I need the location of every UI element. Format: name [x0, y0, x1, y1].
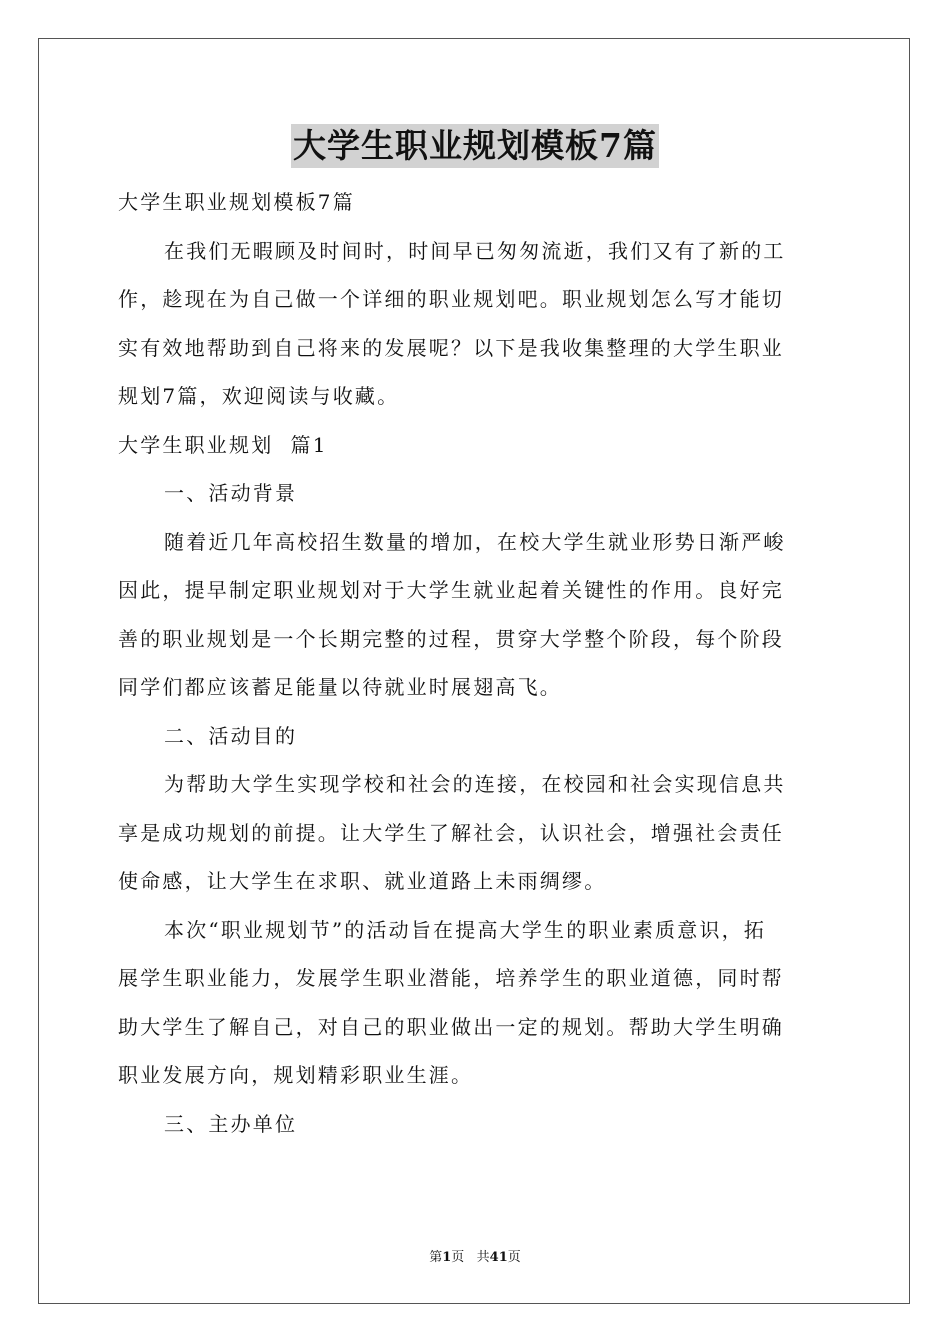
document-title: 大学生职业规划模板7篇 — [291, 124, 659, 168]
text-line: 使命感，让大学生在求职、就业道路上未雨绸缪。 — [118, 869, 607, 893]
text-line: 职业发展方向，规划精彩职业生涯。 — [118, 1063, 474, 1087]
text-line: 助大学生了解自己，对自己的职业做出一定的规划。帮助大学生明确 — [118, 1014, 784, 1039]
footer-prefix: 第 — [429, 1250, 443, 1265]
text-line: 大学生职业规划模板7篇 — [118, 190, 355, 214]
text-line: 同学们都应该蓄足能量以待就业时展翅高飞。 — [118, 675, 562, 699]
title-wrap — [0, 124, 950, 168]
text-line: 本次“职业规划节”的活动旨在提高大学生的职业素质意识，拓 — [164, 917, 767, 942]
footer-total-pages: 41 — [489, 1250, 508, 1265]
text-line: 享是成功规划的前提。让大学生了解社会，认识社会，增强社会责任 — [118, 820, 784, 845]
text-line: 实有效地帮助到自己将来的发展呢？以下是我收集整理的大学生职业 — [118, 335, 784, 360]
text-line: 一、活动背景 — [164, 481, 298, 505]
text-line: 作，趁现在为自己做一个详细的职业规划吧。职业规划怎么写才能切 — [118, 287, 784, 311]
page-footer — [0, 1246, 950, 1265]
footer-suffix: 页 — [507, 1250, 521, 1265]
footer-middle: 页 共 — [451, 1250, 490, 1265]
text-line: 在我们无暇顾及时间时，时间早已匆匆流逝，我们又有了新的工 — [164, 238, 786, 263]
text-line: 大学生职业规划 篇1 — [118, 432, 328, 457]
footer-page-number: 1 — [442, 1250, 452, 1265]
text-line: 善的职业规划是一个长期完整的过程，贯穿大学整个阶段，每个阶段 — [118, 626, 784, 651]
text-line: 规划7篇，欢迎阅读与收藏。 — [118, 384, 400, 408]
text-line: 因此，提早制定职业规划对于大学生就业起着关键性的作用。良好完 — [118, 578, 784, 602]
text-line: 展学生职业能力，发展学生职业潜能，培养学生的职业道德，同时帮 — [118, 966, 784, 990]
text-line: 随着近几年高校招生数量的增加，在校大学生就业形势日渐严峻 — [164, 529, 786, 554]
text-line: 三、主办单位 — [164, 1111, 298, 1136]
text-line: 为帮助大学生实现学校和社会的连接，在校园和社会实现信息共 — [164, 772, 786, 796]
text-line: 二、活动目的 — [164, 723, 298, 748]
document-body — [118, 178, 834, 1148]
